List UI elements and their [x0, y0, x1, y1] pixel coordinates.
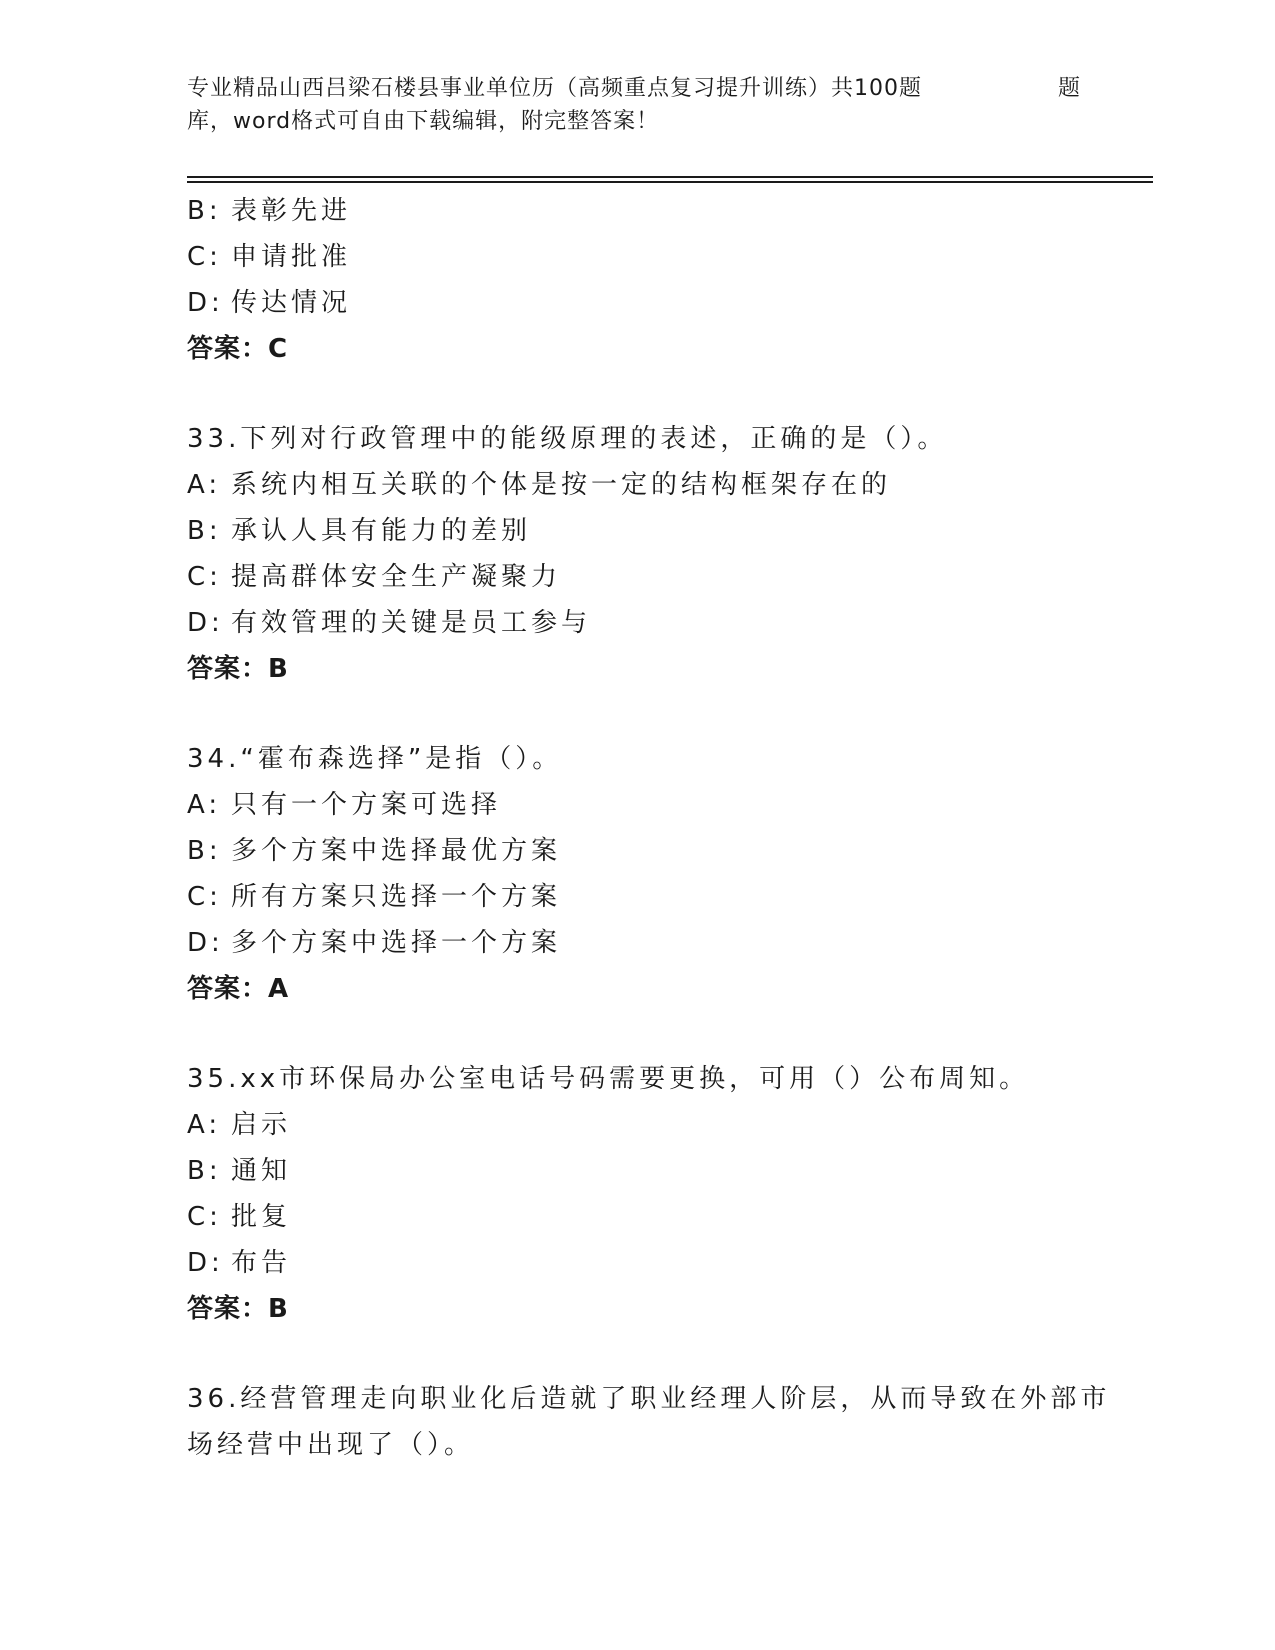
question-stem: 35.xx市环保局办公室电话号码需要更换，可用（）公布周知。	[187, 1064, 1030, 1094]
option-text: 批复	[231, 1202, 292, 1232]
option-text: 表彰先进	[231, 196, 352, 226]
option-letter: B:	[187, 196, 222, 226]
option-row	[187, 188, 1087, 234]
option-text: 布告	[231, 1248, 292, 1278]
header-divider-top	[187, 176, 1153, 178]
option-row	[187, 600, 1087, 646]
option-text: 所有方案只选择一个方案	[231, 882, 562, 912]
option-text: 传达情况	[231, 288, 352, 318]
header-title-tail: 题	[1058, 76, 1081, 101]
question-33	[187, 416, 1087, 692]
option-letter: D:	[187, 1248, 224, 1278]
option-text: 多个方案中选择最优方案	[231, 836, 562, 866]
question-32-continued	[187, 188, 1087, 372]
option-row	[187, 1194, 1087, 1240]
option-row	[187, 554, 1087, 600]
option-letter: B:	[187, 836, 222, 866]
option-row	[187, 1240, 1087, 1286]
question-36	[187, 1376, 1111, 1468]
question-stem: 33.下列对行政管理中的能级原理的表述，正确的是（）。	[187, 424, 948, 454]
option-text: 提高群体安全生产凝聚力	[231, 562, 562, 592]
option-text: 只有一个方案可选择	[231, 790, 502, 820]
option-row	[187, 920, 1087, 966]
option-letter: B:	[187, 1156, 222, 1186]
option-letter: A:	[187, 1110, 222, 1140]
option-text: 有效管理的关键是员工参与	[231, 608, 592, 638]
option-text: 启示	[231, 1110, 292, 1140]
option-row	[187, 280, 1087, 326]
option-text: 系统内相互关联的个体是按一定的结构框架存在的	[231, 470, 892, 500]
option-row	[187, 874, 1087, 920]
option-letter: A:	[187, 790, 222, 820]
question-35	[187, 1056, 1087, 1332]
header-divider-bottom	[187, 181, 1153, 183]
option-row	[187, 828, 1087, 874]
option-letter: A:	[187, 470, 222, 500]
option-text: 多个方案中选择一个方案	[231, 928, 562, 958]
answer-label: 答案：A	[187, 974, 290, 1004]
option-text: 通知	[231, 1156, 292, 1186]
option-row	[187, 1148, 1087, 1194]
option-row	[187, 1102, 1087, 1148]
option-letter: B:	[187, 516, 222, 546]
question-list	[187, 188, 1111, 1468]
option-row	[187, 234, 1087, 280]
question-stem: 34.“霍布森选择”是指（）。	[187, 744, 563, 774]
header-title-line-2: 库，word格式可自由下载编辑，附完整答案！	[187, 109, 660, 134]
question-stem-line-1: 36.经营管理走向职业化后造就了职业经理人阶层，从而导致在外部市	[187, 1384, 1111, 1414]
option-row	[187, 508, 1087, 554]
option-letter: C:	[187, 562, 222, 592]
answer-label: 答案：C	[187, 334, 289, 364]
answer-label: 答案：B	[187, 1294, 289, 1324]
option-letter: D:	[187, 608, 224, 638]
option-text: 承认人具有能力的差别	[231, 516, 532, 546]
option-letter: D:	[187, 288, 224, 318]
option-letter: C:	[187, 242, 222, 272]
option-letter: C:	[187, 1202, 222, 1232]
option-row	[187, 782, 1087, 828]
answer-label: 答案：B	[187, 654, 289, 684]
question-stem-line-2: 场经营中出现了（）。	[187, 1430, 475, 1460]
question-34	[187, 736, 1087, 1012]
page-header	[187, 72, 1087, 138]
option-text: 申请批准	[231, 242, 352, 272]
option-letter: C:	[187, 882, 222, 912]
option-row	[187, 462, 1087, 508]
header-title-line-1: 专业精品山西吕梁石楼县事业单位历（高频重点复习提升训练）共100题	[187, 76, 922, 101]
option-letter: D:	[187, 928, 224, 958]
